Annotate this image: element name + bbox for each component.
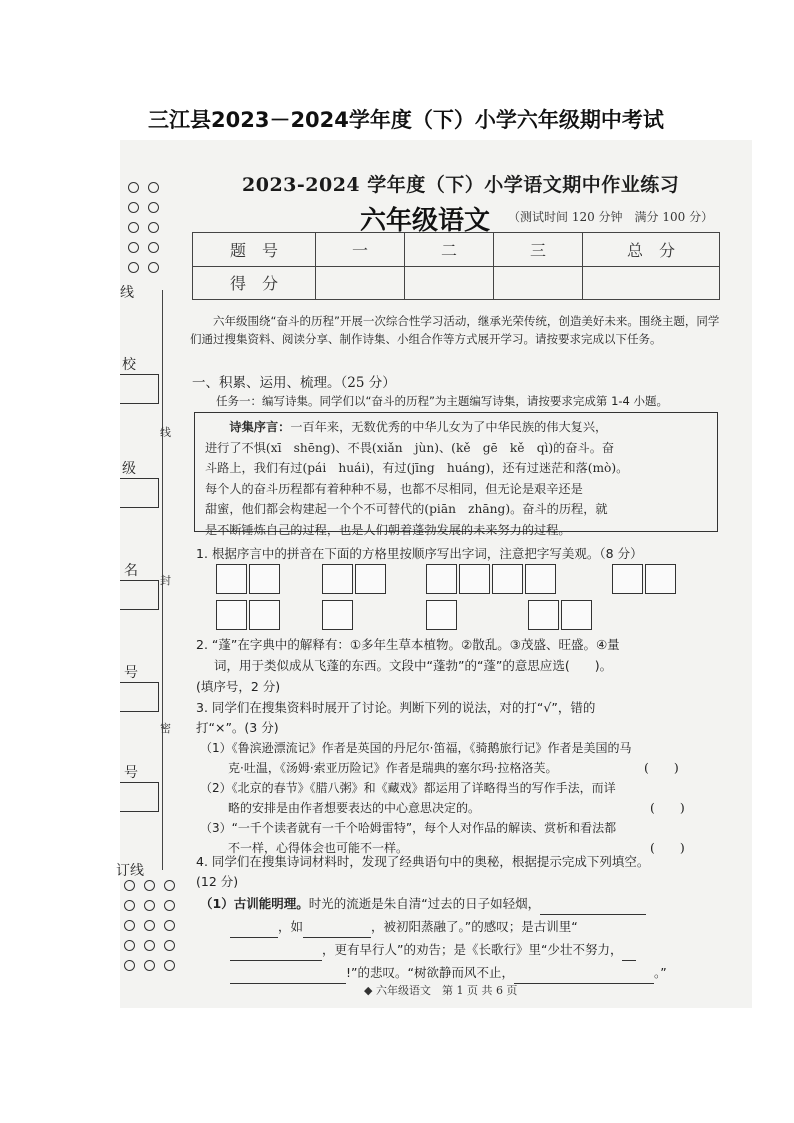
binding-hole (148, 182, 159, 193)
binding-hole (164, 880, 175, 891)
sub-label: （1）古训能明理。 (200, 896, 309, 911)
table-cell: 二 (405, 233, 494, 267)
question-4-line: (12 分) (196, 874, 239, 889)
binding-hole (124, 900, 135, 911)
statement-2-line: （2）《北京的春节》《腊八粥》和《藏戏》都运用了详略得当的写作手法，而详 (200, 781, 616, 795)
fill-blank[interactable] (622, 946, 636, 961)
preface-lead: 诗集序言： (229, 420, 291, 434)
preface-line: 诗集序言：一百年来，无数优秀的中华儿女为了中华民族的伟大复兴， (229, 420, 608, 434)
fill-line: !”的悲叹。“树欲静而风不止， 。” (200, 961, 740, 984)
binding-hole (128, 222, 139, 233)
question-2-line: 2. “蓬”在字典中的解释有：①多年生草本植物。②散乱。③茂盛、旺盛。④量 (196, 637, 620, 652)
question-2-line: 词，用于类似成从飞蓬的东西。文段中“蓬勃”的“蓬”的意思应选( )。 (214, 658, 613, 673)
fill-blank[interactable] (230, 946, 322, 961)
margin-label-school: 校 (122, 357, 136, 373)
binding-hole (124, 960, 135, 971)
preface-line: 进行了不惧(xī shēng)、不畏(xiǎn jùn)、(kě gē kě qì)的奋斗。奋 (205, 440, 615, 455)
seal-mark-seal: 封 (160, 574, 171, 587)
binding-hole (144, 960, 155, 971)
binding-hole (124, 880, 135, 891)
binding-hole (128, 242, 139, 253)
writing-cell[interactable] (249, 600, 280, 630)
writing-cell[interactable] (459, 564, 490, 594)
answer-paren-2[interactable]: ( ) (650, 800, 685, 815)
writing-cell[interactable] (525, 564, 556, 594)
score-table-header-row (193, 233, 720, 267)
name-field[interactable] (120, 580, 159, 610)
binding-hole (128, 202, 139, 213)
exam-number-field[interactable] (120, 682, 159, 712)
question-3 (196, 698, 736, 738)
score-input-cell[interactable] (494, 266, 583, 300)
fill-line: ，如 ，被初阳蒸融了。”的感叹；是古训里“ (200, 915, 740, 938)
binding-hole (148, 242, 159, 253)
writing-cell[interactable] (492, 564, 523, 594)
margin-label-seat: 号 (124, 765, 138, 781)
fill-blank[interactable] (303, 923, 371, 938)
preface-line: 斗路上，我们有过(pái huái)，有过(jīng huáng)，还有过迷茫和落(mò)。 (205, 461, 629, 475)
fill-blank[interactable] (230, 923, 278, 938)
binding-hole (164, 940, 175, 951)
score-table-score-row (193, 266, 720, 300)
margin-label-line: 线 (120, 285, 134, 301)
statement-2-line: 略的安排是由作者想要表达的中心意思决定的。 (228, 801, 481, 815)
fill-blank[interactable] (540, 900, 646, 915)
preface-box (194, 412, 718, 537)
table-cell: 一 (316, 233, 405, 267)
exam-paper-scan (116, 140, 752, 1008)
writing-grid (216, 600, 282, 630)
fill-blank[interactable] (514, 969, 654, 984)
writing-cell[interactable] (612, 564, 643, 594)
question-3-line: 打“×”。(3 分) (196, 720, 279, 735)
writing-cell[interactable] (216, 600, 247, 630)
question-2 (196, 634, 736, 697)
paper-title: 2023-2024 学年度（下）小学语文期中作业练习 (242, 174, 680, 196)
writing-grid (322, 564, 388, 594)
seat-number-field[interactable] (120, 782, 159, 812)
statement-3-line: （3）“一千个读者就有一千个哈姆雷特”，每个人对作品的解读、赏析和看法都 (200, 821, 617, 835)
intro-paragraph: 六年级围绕“奋斗的历程”开展一次综合性学习活动，继承光荣传统，创造美好未来。围绕主题，同学们通过搜集资料、阅读分享、制作诗集、小组合作等方式展开学习。请按要求完成以下任务。 (190, 314, 720, 346)
question-1: 1. 根据序言中的拼音在下面的方格里按顺序写出字词，注意把字写美观。（8 分） (196, 546, 643, 561)
binding-hole (164, 960, 175, 971)
writing-cell[interactable] (249, 564, 280, 594)
seal-mark-secret: 密 (160, 722, 171, 735)
fill-blank[interactable] (230, 969, 346, 984)
question-4-line: 4. 同学们在搜集诗词材料时，发现了经典语句中的奥秘，根据提示完成下列填空。 (196, 854, 650, 869)
score-input-cell[interactable] (405, 266, 494, 300)
page-footer: ◆ 六年级语文 第 1 页 共 6 页 (364, 984, 518, 997)
binding-hole (144, 900, 155, 911)
binding-hole (144, 940, 155, 951)
binding-hole (124, 920, 135, 931)
margin-label-number: 号 (124, 665, 138, 681)
writing-cell[interactable] (645, 564, 676, 594)
statement-1-line: 克·吐温，《汤姆·索亚历险记》作者是瑞典的塞尔玛·拉格洛芙。 (228, 761, 558, 775)
page-title: 三江县2023－2024学年度（下）小学六年级期中考试 (148, 108, 664, 132)
table-cell: 得 分 (193, 266, 316, 300)
question-4-sub-1 (200, 892, 740, 984)
exam-info: （测试时间 120 分钟 满分 100 分） (508, 210, 714, 224)
writing-cell[interactable] (216, 564, 247, 594)
score-table (192, 232, 720, 300)
grade-title: 六年级语文 (360, 206, 491, 236)
writing-cell[interactable] (322, 564, 353, 594)
writing-cell[interactable] (355, 564, 386, 594)
margin-label-class: 级 (122, 461, 136, 477)
table-cell: 总 分 (583, 233, 720, 267)
statement-1-line: （1）《鲁滨逊漂流记》作者是英国的丹尼尔·笛福，《骑鹅旅行记》作者是美国的马 (200, 741, 632, 755)
writing-cell[interactable] (322, 600, 353, 630)
writing-cell[interactable] (561, 600, 592, 630)
section-heading: 一、积累、运用、梳理。（25 分） (192, 375, 396, 391)
answer-paren-1[interactable]: ( ) (644, 760, 679, 775)
fill-line: （1）古训能明理。时光的流逝是朱自清“过去的日子如轻烟， (200, 892, 740, 915)
writing-grid (426, 600, 459, 630)
binding-hole (164, 900, 175, 911)
question-2-line: (填序号，2 分) (196, 679, 281, 694)
writing-grid (528, 600, 594, 630)
seal-mark-line: 线 (160, 426, 171, 439)
margin-label-line-bottom: 订线 (116, 863, 144, 879)
preface-line: 每个人的奋斗历程都有着种种不易，也都不尽相同，但无论是艰辛还是 (205, 481, 583, 496)
score-input-cell[interactable] (583, 266, 720, 300)
binding-hole (148, 222, 159, 233)
binding-hole (128, 262, 139, 273)
preface-line: 是不断锤炼自己的过程，也是人们朝着蓬勃发展的未来努力的过程。 (205, 522, 571, 537)
binding-hole (164, 920, 175, 931)
binding-hole (144, 880, 155, 891)
writing-cell[interactable] (528, 600, 559, 630)
binding-hole (124, 940, 135, 951)
score-input-cell[interactable] (316, 266, 405, 300)
table-cell: 题 号 (193, 233, 316, 267)
writing-grid (612, 564, 678, 594)
question-3-line: 3. 同学们在搜集资料时展开了讨论。判断下列的说法，对的打“√”，错的 (196, 700, 596, 715)
writing-grid (216, 564, 282, 594)
table-cell: 三 (494, 233, 583, 267)
writing-grid (322, 600, 355, 630)
fill-line: ，更有早行人”的劝告；是《长歌行》里“少壮不努力， (200, 938, 740, 961)
writing-grid (426, 564, 558, 594)
preface-line: 甜蜜，他们都会构建起一个个不可替代的(piān zhāng)。奋斗的历程，就 (205, 502, 608, 516)
binding-hole (148, 262, 159, 273)
class-field[interactable] (120, 478, 159, 508)
answer-paren-3[interactable]: ( ) (650, 840, 685, 855)
binding-hole (148, 202, 159, 213)
writing-cell[interactable] (426, 564, 457, 594)
margin-label-name: 名 (124, 563, 138, 579)
task-instruction: 任务一：编写诗集。同学们以“奋斗的历程”为主题编写诗集，请按要求完成第 1-4 小题。 (216, 394, 669, 408)
binding-hole (144, 920, 155, 931)
statement-3-line: 不一样，心得体会也可能不一样。 (228, 841, 409, 855)
question-4 (196, 852, 736, 892)
school-field[interactable] (120, 374, 159, 404)
binding-hole (128, 182, 139, 193)
writing-cell[interactable] (426, 600, 457, 630)
